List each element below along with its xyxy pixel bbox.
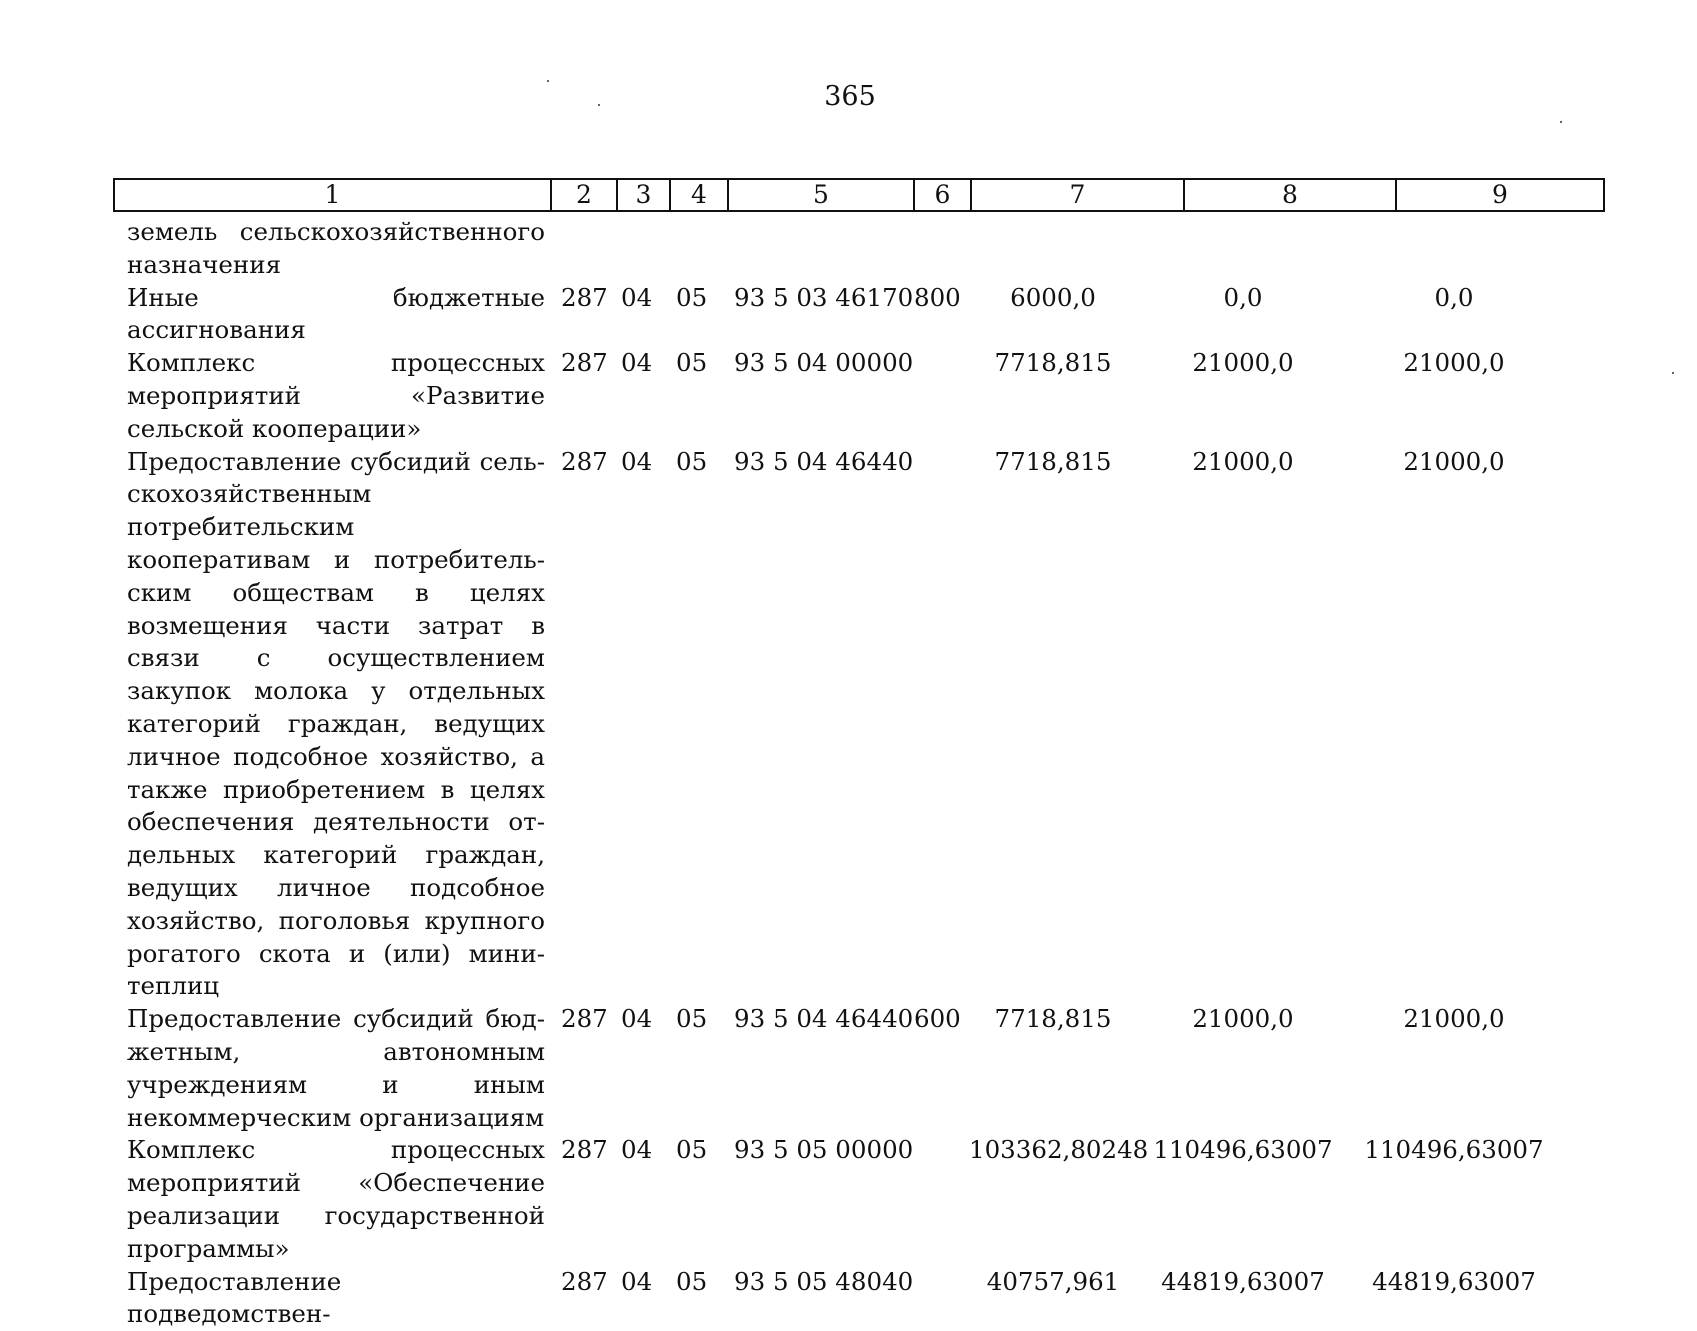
cell-col8: 110496,63007 (1137, 1134, 1349, 1265)
cell-col3: 04 (611, 347, 666, 445)
scan-speck (598, 104, 600, 106)
cell-col3: 04 (611, 1003, 666, 1134)
cell-col2: 287 (551, 1266, 611, 1331)
row-description: Комплекс процессных мероприятий «Развитие сельской кооперации» (127, 347, 551, 445)
cell-col3 (611, 216, 666, 282)
cell-col2: 287 (551, 1134, 611, 1265)
header-cell: 7 (971, 179, 1184, 211)
cell-col9: 44819,63007 (1349, 1266, 1559, 1331)
cell-col9: 21000,0 (1349, 347, 1559, 445)
cell-col6 (904, 446, 969, 1004)
table-row (127, 282, 1603, 348)
cell-col6: 600 (904, 1003, 969, 1134)
table-row (127, 347, 1603, 445)
cell-col3: 04 (611, 282, 666, 348)
cell-col7: 6000,0 (969, 282, 1137, 348)
cell-col5: 93 5 04 46440 (724, 1003, 904, 1134)
row-description: Предоставление субсидий бюджетным, автономным учреждениям и иным некоммерческим организациям (127, 1003, 551, 1134)
cell-col4: 05 (666, 1003, 724, 1134)
cell-col2 (551, 216, 611, 282)
header-cell: 4 (670, 179, 728, 211)
cell-col5 (724, 216, 904, 282)
header-cell: 2 (551, 179, 617, 211)
cell-col9: 0,0 (1349, 282, 1559, 348)
row-description: Иные бюджетные ассигнования (127, 282, 551, 348)
cell-col2: 287 (551, 282, 611, 348)
cell-col8: 21000,0 (1137, 446, 1349, 1004)
row-description: земель сельскохозяйственного назначения (127, 216, 551, 282)
cell-col4 (666, 216, 724, 282)
cell-col8: 21000,0 (1137, 1003, 1349, 1134)
cell-col5: 93 5 05 00000 (724, 1134, 904, 1265)
scan-speck (1560, 121, 1562, 123)
cell-col9: 21000,0 (1349, 1003, 1559, 1134)
cell-col4: 05 (666, 1134, 724, 1265)
scan-speck (1672, 372, 1674, 374)
cell-col2: 287 (551, 1003, 611, 1134)
cell-col2: 287 (551, 347, 611, 445)
cell-col8: 0,0 (1137, 282, 1349, 348)
cell-col9 (1349, 216, 1559, 282)
cell-col8 (1137, 216, 1349, 282)
cell-col4: 05 (666, 1266, 724, 1331)
page-number: 365 (800, 80, 900, 114)
cell-col7: 7718,815 (969, 1003, 1137, 1134)
row-description: Комплекс процессных мероприятий «Обеспечение реализации государственной программы» (127, 1134, 551, 1265)
header-cell: 9 (1396, 179, 1604, 211)
scan-speck (547, 80, 549, 82)
cell-col8: 44819,63007 (1137, 1266, 1349, 1331)
cell-col3: 04 (611, 446, 666, 1004)
cell-col9: 110496,63007 (1349, 1134, 1559, 1265)
table-header (113, 178, 1605, 212)
header-cell: 6 (914, 179, 971, 211)
cell-col6 (904, 216, 969, 282)
cell-col3: 04 (611, 1134, 666, 1265)
header-cell: 3 (617, 179, 670, 211)
header-cell: 5 (728, 179, 914, 211)
cell-col6: 800 (904, 282, 969, 348)
table-row (127, 446, 1603, 1004)
cell-col5: 93 5 04 00000 (724, 347, 904, 445)
cell-col8: 21000,0 (1137, 347, 1349, 445)
cell-col4: 05 (666, 347, 724, 445)
cell-col2: 287 (551, 446, 611, 1004)
table-row (127, 1266, 1603, 1331)
header-cell: 8 (1184, 179, 1396, 211)
cell-col4: 05 (666, 282, 724, 348)
cell-col7: 7718,815 (969, 446, 1137, 1004)
cell-col9: 21000,0 (1349, 446, 1559, 1004)
cell-col7: 103362,80248 (969, 1134, 1137, 1265)
cell-col6 (904, 1266, 969, 1331)
cell-col6 (904, 347, 969, 445)
header-cell: 1 (114, 179, 551, 211)
header-row (114, 179, 1604, 211)
cell-col3: 04 (611, 1266, 666, 1331)
table-row (127, 216, 1603, 282)
table-body (127, 216, 1603, 1331)
cell-col4: 05 (666, 446, 724, 1004)
cell-col7: 7718,815 (969, 347, 1137, 445)
cell-col5: 93 5 03 46170 (724, 282, 904, 348)
cell-col5: 93 5 05 48040 (724, 1266, 904, 1331)
table-row (127, 1003, 1603, 1134)
row-description: Предоставление субсидий сельскохозяйственным потребительским кооперативам и потребительским обществам в целях возмещения части затрат в связи с осуществлением закупок молока у отдельных категорий граждан, ведущих личное подсобное хозяйство, а также приобретением в целях обеспечения деятельности отдельных категорий граждан, ведущих личное подсобное хозяйство, поголовья крупного рогатого скота и (или) мини-теплиц (127, 446, 551, 1004)
row-description: Предоставление подведомствен- (127, 1266, 551, 1331)
cell-col5: 93 5 04 46440 (724, 446, 904, 1004)
cell-col7: 40757,961 (969, 1266, 1137, 1331)
cell-col7 (969, 216, 1137, 282)
